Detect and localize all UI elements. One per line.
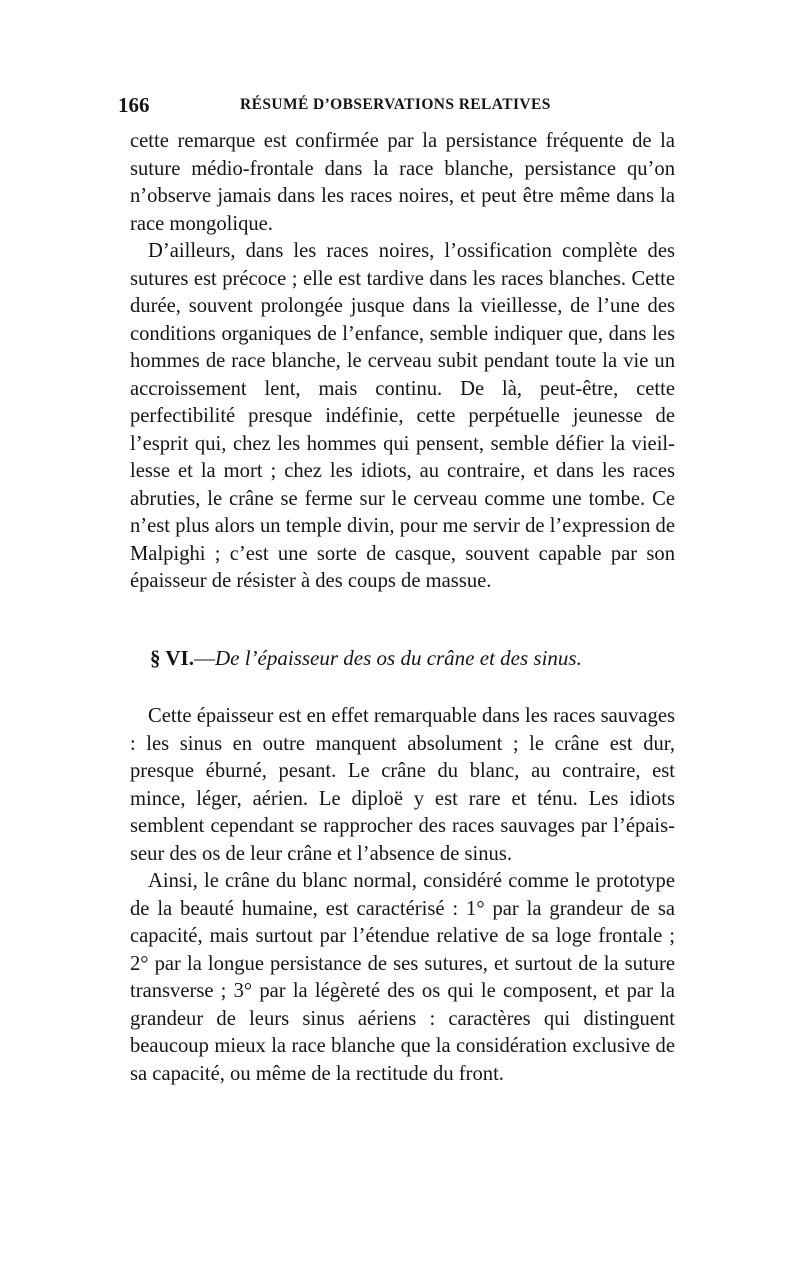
section-dash: — xyxy=(193,646,215,670)
paragraph-thickness: Cette épaisseur est en effet remarquable dans les races sauvages : les sinus en outre manquent absolument ; le crâne est dur, presque éburné, pesant. Le crâne du blanc, au contraire, est mince, léger, aérien. Le diploë y est rare et ténu. Les idiots semblent cependant se rapprocher des races sauvages par l’épaisseur des os de leur crâne et l’absence de sinus. xyxy=(130,705,675,865)
section-number: § VI. xyxy=(150,646,194,670)
page-header xyxy=(118,93,678,123)
section-title: De l’épaisseur des os du crâne et des sinus. xyxy=(214,646,582,670)
paragraph-conclusion: Ainsi, le crâne du blanc normal, considéré comme le prototype de la beauté humaine, est caractérisé : 1° par la grandeur de sa capacité, mais surtout par l’étendue relative de sa loge frontale ; 2° par la longue persistance de ses sutures, et surtout de la suture transverse ; 3° par la légèreté des os qui le composent, et par la grandeur de leurs sinus aériens : caractères qui distinguent beaucoup mieux la race blanche que la considération exclusive de sa capacité, ou même de la rectitude du front. xyxy=(130,870,675,1085)
text-block-before-section xyxy=(130,128,675,596)
page-number: 166 xyxy=(118,93,150,117)
paragraph-ossification: D’ailleurs, dans les races noires, l’ossification complète des sutures est précoce ; elle est tardive dans les races blanches. Cette durée, souvent prolongée jusque dans la vieillesse, de l’une des conditions organiques de l’enfance, semble indiquer que, dans les hommes de race blanche, le cerveau subit pendant toute la vie un accroissement lent, mais continu. De là, peut-être, cette perfectibilité presque indéfinie, cette perpétuelle jeunesse de l’esprit qui, chez les hommes qui pensent, semble défier la vieillesse et la mort ; chez les idiots, au contraire, et dans les races abruties, le crâne se ferme sur le cerveau comme une tombe. Ce n’est plus alors un temple divin, pour me servir de l’expression de Malpighi ; c’est une sorte de casque, souvent capable par son épaisseur de résister à des coups de massue. xyxy=(130,240,675,592)
section-heading xyxy=(150,646,670,671)
running-head: RÉSUMÉ D’OBSERVATIONS RELATIVES xyxy=(240,96,551,113)
text-block-after-section xyxy=(130,703,675,1088)
paragraph-continuation: cette remarque est confirmée par la persistance fréquente de la suture médio-frontale dans la race blanche, persistance qu’on n’observe jamais dans les races noires, et peut être même dans la race mongolique. xyxy=(130,130,675,235)
